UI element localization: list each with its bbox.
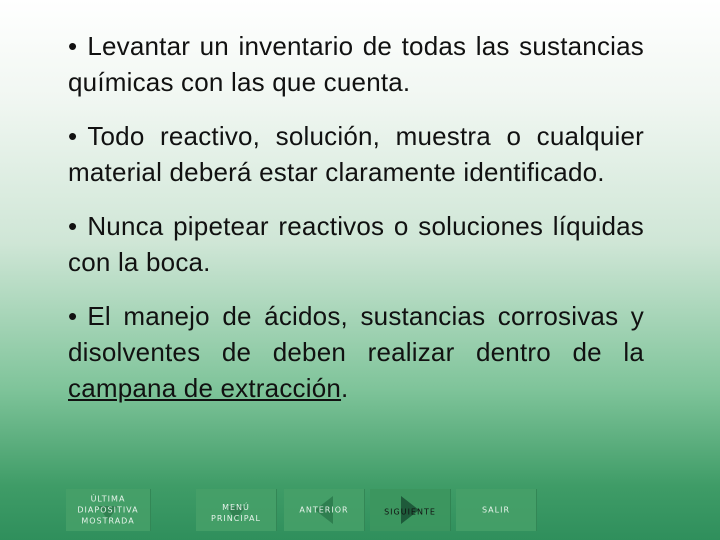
bullet-marker: •	[68, 301, 78, 331]
fume-hood-link[interactable]: campana de extracción	[68, 373, 342, 403]
bullet-marker: •	[68, 31, 78, 61]
next-label: SIGUIENTE	[384, 507, 436, 517]
exit-button[interactable]	[456, 489, 537, 531]
last-slide-button[interactable]	[66, 489, 151, 531]
bullet-marker: •	[68, 121, 78, 151]
slide-content	[68, 28, 644, 424]
bullet-marker: •	[68, 211, 78, 241]
navigation-bar	[66, 489, 542, 531]
last-slide-label: ÚLTIMA DIAPOSITIVA MOSTRADA	[77, 494, 139, 526]
previous-label: ANTERIOR	[299, 505, 349, 515]
bullet-acids	[68, 298, 644, 406]
bullet-text: Todo reactivo, solución, muestra o cualquier material deberá estar claramente identificado.	[68, 121, 644, 187]
main-menu-button[interactable]	[196, 489, 277, 531]
bullet-pipetting	[68, 208, 644, 280]
bullet-text: El manejo de ácidos, sustancias corrosivas y disolventes de deben realizar dentro de la	[68, 301, 644, 367]
bullet-text: Nunca pipetear reactivos o soluciones líquidas con la boca.	[68, 211, 644, 277]
bullet-identification	[68, 118, 644, 190]
bullet-inventory	[68, 28, 644, 100]
previous-button[interactable]	[284, 489, 365, 531]
exit-label: SALIR	[481, 505, 511, 515]
main-menu-label: MENÚ PRINCIPAL	[211, 503, 261, 524]
bullet-text: Levantar un inventario de todas las sustancias químicas con las que cuenta.	[68, 31, 644, 97]
next-button[interactable]	[370, 489, 451, 531]
bullet-text-end: .	[341, 373, 349, 403]
